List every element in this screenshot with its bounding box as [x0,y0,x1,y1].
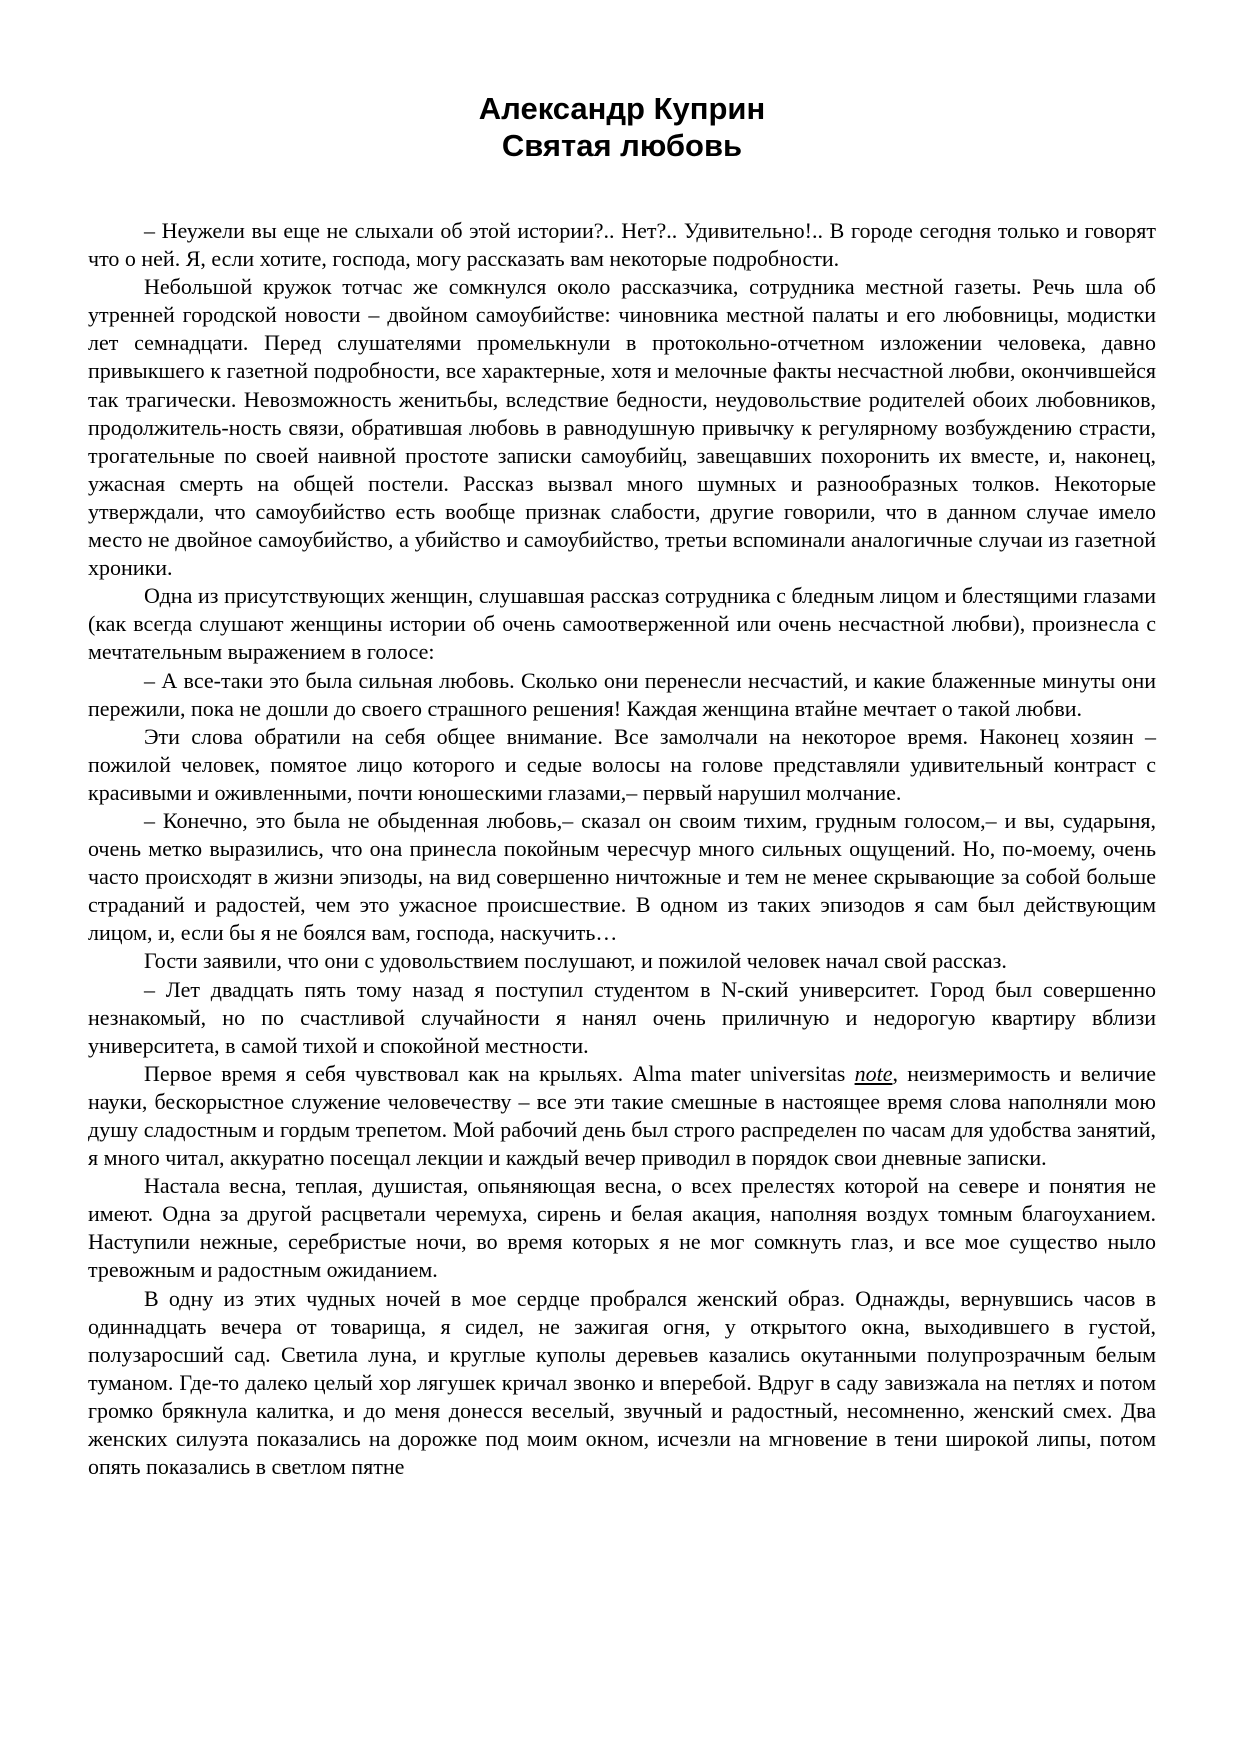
paragraph-9 [88,1060,1156,1172]
paragraph-8: – Лет двадцать пять тому назад я поступил студентом в N-ский университет. Город был совершенно незнакомый, но по счастливой случайности я нанял очень приличную и недорогую квартиру вблизи университета, в самой тихой и спокойной местности. [88,976,1156,1058]
paragraph-10: Настала весна, теплая, душистая, опьяняющая весна, о всех прелестях которой на севере и понятия не имеют. Одна за другой расцветали черемуха, сирень и белая акация, наполняя воздух томным благоуханием. Наступили нежные, серебристые ночи, во время которых я не мог сомкнуть глаз, и все мое существо ныло тревожным и радостным ожиданием. [88,1173,1156,1283]
paragraph-7: Гости заявили, что они с удовольствием послушают, и пожилой человек начал свой рассказ. [144,948,1007,974]
paragraph-1: – Неужели вы еще не слыхали об этой истории?.. Нет?.. Удивительно!.. В городе сегодня только и говорят что о ней. Я, если хотите, господа, могу рассказать вам некоторые подробности. [88,218,1156,272]
story-title: Святая любовь [501,128,743,163]
footnote-link[interactable]: note [854,1060,893,1086]
paragraph-3: Одна из присутствующих женщин, слушавшая рассказ сотрудника с бледным лицом и блестящими глазами (как всегда слушают женщины истории об очень самоотверженной или очень несчастной любви), произнесла с мечтательным выражением в голосе: [88,583,1156,665]
paragraph-9-text-start: Первое время я себя чувствовал как на крыльях. Alma mater universitas [144,1060,855,1086]
author-name: Александр Куприн [478,91,766,126]
paragraph-2: Небольшой кружок тотчас же сомкнулся около рассказчика, сотрудника местной газеты. Речь шла об утренней городской новости – двойном самоубийстве: чиновника местной палаты и его любовницы, модистки лет семнадцати. Перед слушателями промелькнули в протокольно-отчетном изложении человека, давно привыкшего к газетной подробности, все характерные, хотя и мелочные факты несчастной любви, окончившейся так трагически. Невозможность женитьбы, вследствие бедности, неудовольствие родителей обоих любовников, продолжитель-ность связи, обратившая любовь в равнодушную привычку к регулярному возбуждению страсти, трогательные по своей наивной простоте записки самоубийц, завещавших похоронить их вместе, и, наконец, ужасная смерть на общей постели. Рассказ вызвал много шумных и разнообразных толков. Некоторые утверждали, что самоубийство есть вообще признак слабости, другие говорили, что в данном случае имело место не двойное самоубийство, а убийство и самоубийство, третьи вспоминали аналогичные случаи из газетной хроники. [88,274,1156,581]
paragraph-6: – Конечно, это была не обыденная любовь,– сказал он своим тихим, грудным голосом,– и вы, сударыня, очень метко выразились, что она принесла покойным чересчур много сильных ощущений. Но, по-моему, очень часто происходят в жизни эпизоды, на вид совершенно ничтожные и тем не менее скрывающие за собой больше страданий и радостей, чем это ужасное происшествие. В одном из таких эпизодов я сам был действующим лицом, и, если бы я не боялся вам, господа, наскучить… [88,807,1156,946]
paragraph-9-text-end: , неизмеримость и величие науки, бескорыстное служение человечеству – все эти такие смешные в настоящее время слова наполняли мою душу сладостным и гордым трепетом. Мой рабочий день был строго распределен по часам для удобства занятий, я много читал, аккуратно посещал лекции и каждый вечер приводил в порядок свои дневные записки. [88,1060,1156,1171]
document-header [88,90,1156,164]
paragraph-5: Эти слова обратили на себя общее внимание. Все замолчали на некоторое время. Наконец хозяин – пожилой человек, помятое лицо которого и седые волосы на голове представляли удивительный контраст с красивыми и оживленными, почти юношескими глазами,– первый нарушил молчание. [88,723,1156,805]
story-body [88,217,1156,1481]
paragraph-11: В одну из этих чудных ночей в мое сердце пробрался женский образ. Однажды, вернувшись часов в одиннадцать вечера от товарища, я сидел, не зажигая огня, у открытого окна, выходившего в густой, полузаросший сад. Светила луна, и круглые куполы деревьев казались окутанными полупрозрачным белым туманом. Где-то далеко целый хор лягушек кричал звонко и вперебой. Вдруг в саду завизжала на петлях и потом громко брякнула калитка, и до меня донесся веселый, звучный и радостный, несомненно, женский смех. Два женских силуэта показались на дорожке под моим окном, исчезли на мгновение в тени широкой липы, потом опять показались в светлом пятне [88,1285,1156,1480]
paragraph-4: – А все-таки это была сильная любовь. Сколько они перенесли несчастий, и какие блаженные минуты они пережили, пока не дошли до своего страшного решения! Каждая женщина втайне мечтает о такой любви. [88,667,1156,721]
